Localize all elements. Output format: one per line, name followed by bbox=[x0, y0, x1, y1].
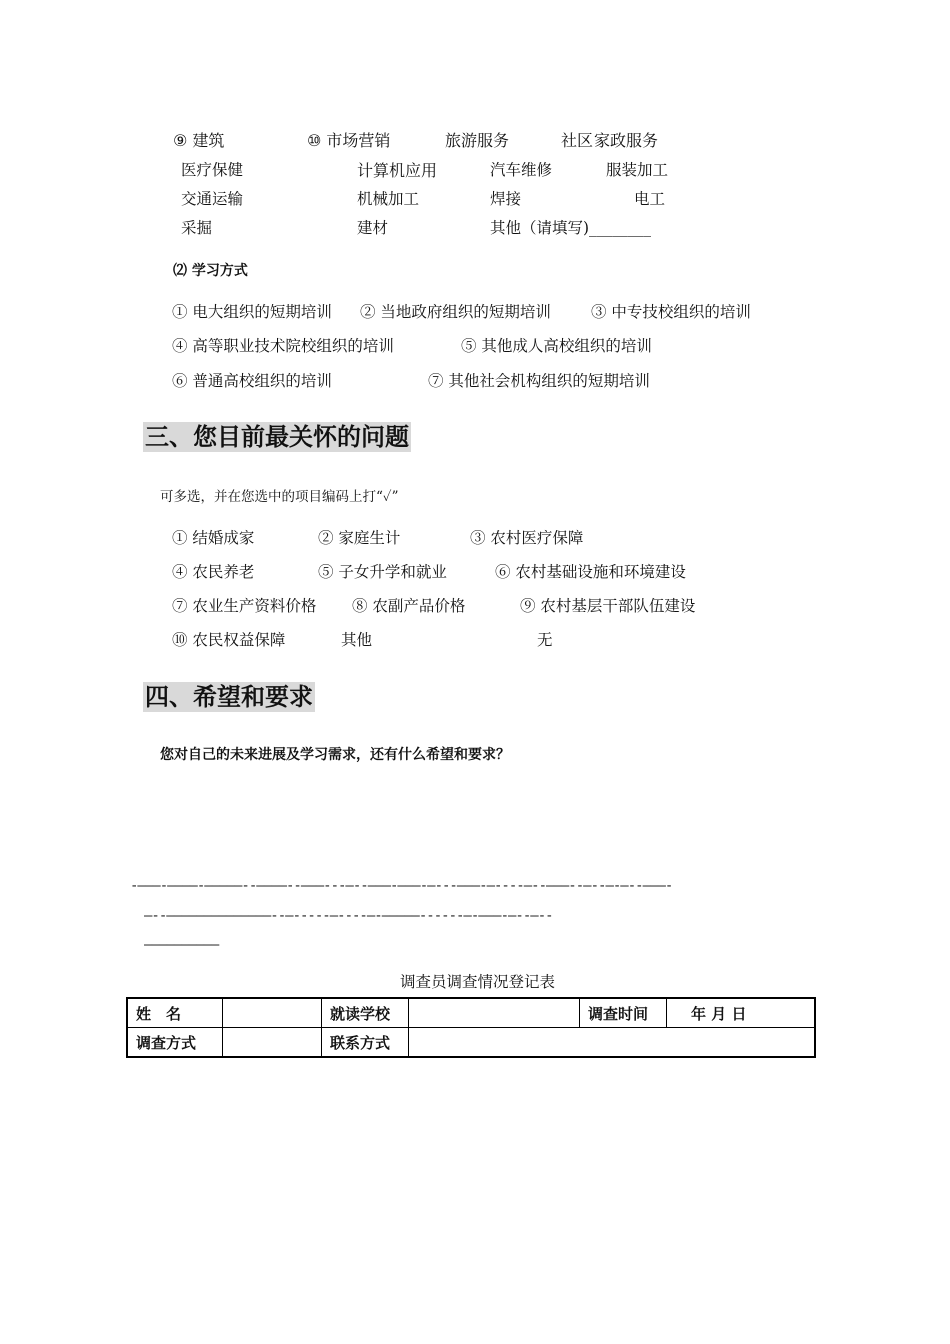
contact-label: 联系方式 bbox=[322, 1028, 409, 1058]
concern-option-1: ① 结婚成家 bbox=[172, 529, 255, 547]
survey-time-label: 调查时间 bbox=[580, 998, 667, 1028]
concern-option-4: ④ 农民养老 bbox=[172, 563, 255, 581]
learning-option-2: ② 当地政府组织的短期培训 bbox=[360, 303, 551, 321]
occupation-option-transport: 交通运输 bbox=[181, 190, 244, 208]
table-row bbox=[127, 1028, 815, 1058]
occupation-option-garment: 服装加工 bbox=[606, 161, 669, 179]
occupation-option-community: 社区 bbox=[561, 131, 594, 150]
table-row bbox=[127, 998, 815, 1028]
occupation-option-other: 其他（请填写)________ bbox=[490, 219, 652, 237]
section4-heading: 四、希望和要求 bbox=[145, 683, 313, 711]
concern-option-7: ⑦ 农业生产资料价格 bbox=[172, 597, 317, 615]
occupation-option-welding: 焊接 bbox=[490, 190, 522, 208]
contact-field[interactable] bbox=[409, 1028, 816, 1058]
concern-option-other: 其他 bbox=[341, 631, 373, 649]
concern-option-8: ⑧ 农副产品价格 bbox=[352, 597, 466, 615]
divider-line-3: —————————— bbox=[144, 937, 219, 953]
occupation-option-machining: 机械加工 bbox=[357, 190, 420, 208]
section3-instruction: 可多选，并在您选中的项目编码上打“✓” bbox=[160, 489, 399, 505]
occupation-option-building-materials: 建材 bbox=[357, 219, 389, 237]
concern-option-none: 无 bbox=[537, 631, 553, 649]
occupation-option-electrician: 电工 bbox=[634, 190, 666, 208]
school-field[interactable] bbox=[409, 998, 580, 1028]
occupation-option-auto-repair: 汽车维修 bbox=[490, 161, 553, 179]
concern-option-2: ② 家庭生计 bbox=[318, 529, 401, 547]
concern-option-6: ⑥ 农村基础设施和环境建设 bbox=[495, 563, 686, 581]
learning-option-3: ③ 中专技校组织的培训 bbox=[591, 303, 751, 321]
concern-option-10: ⑩ 农民权益保障 bbox=[172, 631, 286, 649]
register-title: 调查员调查情况登记表 bbox=[400, 973, 556, 991]
concern-option-5: ⑤ 子女升学和就业 bbox=[318, 563, 447, 581]
learning-method-title: ⑵ 学习方式 bbox=[173, 263, 248, 279]
register-table bbox=[126, 997, 816, 1058]
name-field[interactable] bbox=[223, 998, 322, 1028]
survey-date-field[interactable]: 年 月 日 bbox=[667, 998, 816, 1028]
learning-option-7: ⑦ 其他社会机构组织的短期培训 bbox=[428, 372, 650, 390]
school-label: 就读学校 bbox=[322, 998, 409, 1028]
occupation-option-housekeeping: 家政服务 bbox=[594, 131, 659, 150]
learning-option-6: ⑥ 普通高校组织的培训 bbox=[172, 372, 332, 390]
survey-method-field[interactable] bbox=[223, 1028, 322, 1058]
survey-method-label: 调查方式 bbox=[127, 1028, 223, 1058]
concern-option-3: ③ 农村医疗保障 bbox=[470, 529, 584, 547]
learning-option-4: ④ 高等职业技术院校组织的培训 bbox=[172, 337, 394, 355]
concern-option-9: ⑨ 农村基层干部队伍建设 bbox=[520, 597, 696, 615]
occupation-option-mining: 采掘 bbox=[181, 219, 213, 237]
learning-option-1: ① 电大组织的短期培训 bbox=[172, 303, 332, 321]
occupation-option-healthcare: 医疗保健 bbox=[181, 161, 244, 179]
occupation-option-tourism: 旅游服务 bbox=[445, 131, 510, 150]
divider-line-2: —--——————————————--—-----—----—-—————------—-———-—--—-- bbox=[144, 908, 553, 924]
occupation-option-marketing: ⑩ 市场营销 bbox=[307, 131, 391, 150]
occupation-option-construction: ⑨ 建筑 bbox=[173, 131, 225, 150]
name-label: 姓 名 bbox=[127, 998, 223, 1028]
section4-question: 您对自己的未来进展及学习需求，还有什么希望和要求？ bbox=[160, 747, 510, 763]
learning-option-5: ⑤ 其他成人高校组织的培训 bbox=[461, 337, 652, 355]
section3-heading: 三、您目前最关怀的问题 bbox=[145, 423, 409, 451]
occupation-option-computer: 计算机应用 bbox=[357, 161, 438, 180]
divider-line-1: -———-————-—————--————--———---—--———-———-—---———-—----—--———--—--—-—--———- bbox=[130, 878, 673, 894]
